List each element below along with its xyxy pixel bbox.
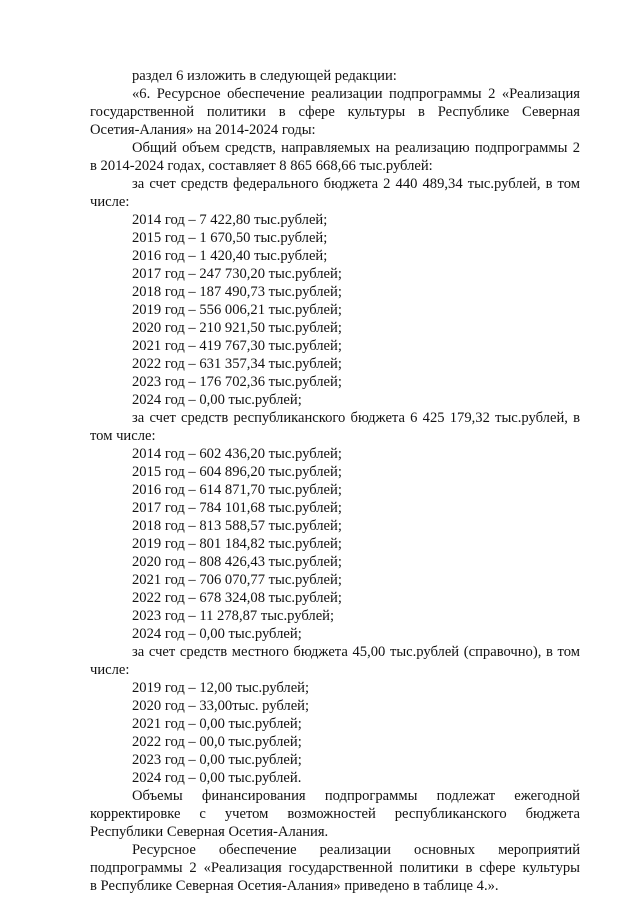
intro-text: раздел 6 изложить в следующей редакции: <box>132 68 397 84</box>
local-year-item: 2023 год – 0,00 тыс.рублей; <box>132 752 302 768</box>
republic-year-item: 2018 год – 813 588,57 тыс.рублей; <box>132 518 342 534</box>
local-year-item: 2022 год – 00,0 тыс.рублей; <box>132 734 302 750</box>
federal-header-line: за счет средств федерального бюджета 2 440 489,34 тыс.рублей, в том <box>132 176 580 192</box>
closing-text-line: в Республике Северная Осетия-Алания» приведено в таблице 4.». <box>90 878 499 894</box>
republic-year-item: 2014 год – 602 436,20 тыс.рублей; <box>132 446 342 462</box>
republic-year-item: 2022 год – 678 324,08 тыс.рублей; <box>132 590 342 606</box>
total-text-line: в 2014-2024 годах, составляет 8 865 668,66 тыс.рублей: <box>90 158 433 174</box>
local-year-item: 2021 год – 0,00 тыс.рублей; <box>132 716 302 732</box>
republic-year-item: 2017 год – 784 101,68 тыс.рублей; <box>132 500 342 516</box>
closing-text-line: подпрограммы 2 «Реализация государственной политики в сфере культуры <box>90 860 580 876</box>
closing-text-line: Ресурсное обеспечение реализации основных мероприятий <box>132 842 580 858</box>
republic-year-item: 2015 год – 604 896,20 тыс.рублей; <box>132 464 342 480</box>
section-title-line: государственной политики в сфере культуры в Республике Северная <box>90 104 580 120</box>
local-header-line: числе: <box>90 662 130 678</box>
federal-year-item: 2019 год – 556 006,21 тыс.рублей; <box>132 302 342 318</box>
local-header-line: за счет средств местного бюджета 45,00 тыс.рублей (справочно), в том <box>132 644 580 660</box>
local-year-item: 2020 год – 33,00тыс. рублей; <box>132 698 310 714</box>
total-text-line: Общий объем средств, направляемых на реализацию подпрограммы 2 <box>132 140 580 156</box>
section-title-line: Осетия-Алания» на 2014-2024 годы: <box>90 122 316 138</box>
federal-year-item: 2016 год – 1 420,40 тыс.рублей; <box>132 248 328 264</box>
federal-year-item: 2024 год – 0,00 тыс.рублей; <box>132 392 302 408</box>
republic-year-item: 2020 год – 808 426,43 тыс.рублей; <box>132 554 342 570</box>
republic-year-item: 2019 год – 801 184,82 тыс.рублей; <box>132 536 342 552</box>
republic-year-item: 2023 год – 11 278,87 тыс.рублей; <box>132 608 335 624</box>
federal-year-item: 2018 год – 187 490,73 тыс.рублей; <box>132 284 342 300</box>
republic-header-line: том числе: <box>90 428 156 444</box>
federal-year-item: 2017 год – 247 730,20 тыс.рублей; <box>132 266 342 282</box>
federal-year-item: 2020 год – 210 921,50 тыс.рублей; <box>132 320 342 336</box>
local-year-item: 2019 год – 12,00 тыс.рублей; <box>132 680 310 696</box>
federal-year-item: 2023 год – 176 702,36 тыс.рублей; <box>132 374 342 390</box>
federal-year-item: 2022 год – 631 357,34 тыс.рублей; <box>132 356 342 372</box>
federal-header-line: числе: <box>90 194 130 210</box>
republic-year-item: 2024 год – 0,00 тыс.рублей; <box>132 626 302 642</box>
local-year-item: 2024 год – 0,00 тыс.рублей. <box>132 770 302 786</box>
republic-year-item: 2021 год – 706 070,77 тыс.рублей; <box>132 572 342 588</box>
federal-year-item: 2021 год – 419 767,30 тыс.рублей; <box>132 338 342 354</box>
republic-header-line: за счет средств республиканского бюджета 6 425 179,32 тыс.рублей, в <box>132 410 580 426</box>
republic-year-item: 2016 год – 614 871,70 тыс.рублей; <box>132 482 342 498</box>
federal-year-item: 2014 год – 7 422,80 тыс.рублей; <box>132 212 328 228</box>
section-title-line: «6. Ресурсное обеспечение реализации подпрограммы 2 «Реализация <box>132 86 580 102</box>
adjustment-text-line: корректировке с учетом возможностей республиканского бюджета <box>90 806 580 822</box>
federal-year-item: 2015 год – 1 670,50 тыс.рублей; <box>132 230 328 246</box>
adjustment-text-line: Республики Северная Осетия-Алания. <box>90 824 329 840</box>
adjustment-text-line: Объемы финансирования подпрограммы подлежат ежегодной <box>132 788 580 804</box>
